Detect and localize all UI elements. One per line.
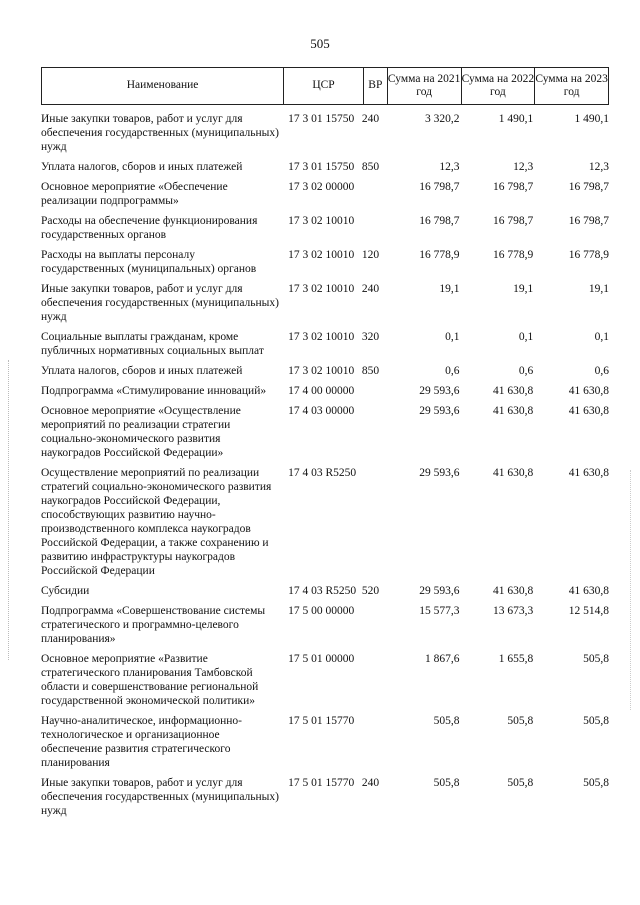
row-sum-2022: 41 630,8 [493, 467, 534, 479]
row-csr: 17 3 02 00000 [288, 181, 355, 193]
row-sum-2022: 16 798,7 [493, 215, 534, 227]
row-vr [362, 652, 386, 708]
row-sum-2023: 0,1 [594, 331, 609, 343]
row-sum-2021: 0,1 [445, 331, 460, 343]
row-name: Расходы на обеспечение функционирования государственных органов [41, 215, 258, 241]
row-name: Осуществление мероприятий по реализации стратегий социально-экономического развития наукоградов Российской Федерации, способствующих развитию научно-производственного комплекса наукоградов Российской Федерации, а также сохранению и развитию инфраструктуры наукоградов Российской Федерации [41, 467, 272, 577]
header-sum-2021: Сумма на 2021 год [387, 68, 461, 104]
row-sum-2021: 29 593,6 [419, 585, 460, 597]
row-name: Подпрограмма «Совершенствование системы стратегического и программно-целевого планирования» [41, 605, 266, 645]
row-sum-2023: 0,6 [594, 365, 609, 377]
row-sum-2023: 41 630,8 [568, 585, 609, 597]
row-sum-2021: 29 593,6 [419, 467, 460, 479]
table-row [41, 364, 609, 378]
row-sum-2023: 1 490,1 [574, 113, 609, 125]
row-sum-2022: 1 490,1 [498, 113, 534, 125]
row-sum-2022: 505,8 [507, 777, 534, 789]
row-csr: 17 4 03 00000 [288, 405, 355, 417]
row-csr: 17 3 01 15750 [288, 161, 355, 173]
row-sum-2022: 41 630,8 [493, 405, 534, 417]
scan-margin-marks [8, 360, 10, 660]
table-body [41, 112, 609, 824]
table-row [41, 384, 609, 398]
row-vr [362, 466, 386, 578]
row-csr: 17 3 02 10010 [288, 249, 355, 261]
row-csr: 17 3 02 10010 [288, 283, 355, 295]
row-name: Иные закупки товаров, работ и услуг для обеспечения государственных (муниципальных) нужд [41, 113, 279, 153]
table-row [41, 180, 609, 208]
table-row [41, 584, 609, 598]
row-sum-2021: 1 867,6 [425, 653, 460, 665]
row-sum-2022: 16 778,9 [493, 249, 534, 261]
row-sum-2023: 41 630,8 [568, 467, 609, 479]
row-sum-2023: 16 798,7 [568, 181, 609, 193]
row-sum-2021: 15 577,3 [419, 605, 460, 617]
row-name: Социальные выплаты гражданам, кроме публичных нормативных социальных выплат [41, 331, 264, 357]
table-header [41, 67, 609, 105]
row-sum-2021: 16 798,7 [419, 215, 460, 227]
row-csr: 17 5 01 15770 [288, 777, 355, 789]
row-csr: 17 5 00 00000 [288, 605, 355, 617]
row-sum-2023: 41 630,8 [568, 405, 609, 417]
row-name: Уплата налогов, сборов и иных платежей [41, 161, 243, 173]
row-vr: 320 [361, 331, 380, 343]
row-name: Иные закупки товаров, работ и услуг для обеспечения государственных (муниципальных) нужд [41, 283, 279, 323]
table-row [41, 714, 609, 770]
row-vr [362, 604, 386, 646]
row-name: Научно-аналитическое, информационно-технологическое и организационное обеспечение развития стратегического планирования [41, 715, 242, 769]
row-vr: 520 [361, 585, 380, 597]
row-vr [362, 404, 386, 460]
table-row [41, 776, 609, 818]
row-vr: 120 [361, 249, 380, 261]
row-sum-2021: 19,1 [439, 283, 460, 295]
scan-margin-marks [630, 470, 632, 710]
row-sum-2022: 0,6 [518, 365, 534, 377]
table-row [41, 404, 609, 460]
row-sum-2022: 12,3 [513, 161, 534, 173]
header-vr: ВР [363, 68, 387, 104]
page-number: 505 [310, 36, 330, 51]
row-sum-2022: 19,1 [513, 283, 534, 295]
table-row [41, 282, 609, 324]
row-sum-2023: 505,8 [583, 715, 609, 727]
table-row [41, 466, 609, 578]
row-sum-2021: 0,6 [445, 365, 460, 377]
row-sum-2021: 29 593,6 [419, 405, 460, 417]
row-sum-2023: 505,8 [583, 653, 609, 665]
row-sum-2022: 13 673,3 [493, 605, 534, 617]
row-csr: 17 4 03 R5250 [288, 585, 357, 597]
row-vr: 240 [361, 283, 380, 295]
row-vr: 850 [361, 161, 380, 173]
row-sum-2021: 16 778,9 [419, 249, 460, 261]
row-sum-2022: 505,8 [507, 715, 534, 727]
row-vr [362, 214, 386, 242]
row-vr [362, 714, 386, 770]
row-csr: 17 3 01 15750 [288, 113, 355, 125]
header-sum-2023: Сумма на 2023 год [534, 68, 608, 104]
row-sum-2023: 12 514,8 [568, 605, 609, 617]
row-sum-2023: 16 778,9 [568, 249, 609, 261]
row-sum-2023: 19,1 [588, 283, 609, 295]
row-csr: 17 4 03 R5250 [288, 467, 357, 479]
table-row [41, 604, 609, 646]
row-name: Расходы на выплаты персоналу государственных (муниципальных) органов [41, 249, 257, 275]
row-name: Основное мероприятие «Развитие стратегического планирования Тамбовской области и совершенствование региональной государственной экономической политики» [41, 653, 259, 707]
row-vr: 240 [361, 113, 380, 125]
row-sum-2021: 12,3 [439, 161, 460, 173]
row-sum-2021: 505,8 [433, 715, 460, 727]
row-sum-2022: 41 630,8 [493, 585, 534, 597]
row-csr: 17 3 02 10010 [288, 215, 355, 227]
row-sum-2023: 16 798,7 [568, 215, 609, 227]
row-sum-2022: 41 630,8 [493, 385, 534, 397]
row-csr: 17 5 01 15770 [288, 715, 355, 727]
table-row [41, 160, 609, 174]
row-csr: 17 3 02 10010 [288, 331, 355, 343]
row-sum-2021: 505,8 [433, 777, 460, 789]
row-sum-2023: 12,3 [588, 161, 609, 173]
row-name: Уплата налогов, сборов и иных платежей [41, 365, 243, 377]
row-name: Подпрограмма «Стимулирование инноваций» [41, 385, 267, 397]
row-name: Основное мероприятие «Осуществление мероприятий по реализации стратегии социально-экономического развития наукоградов Российской Федерации» [41, 405, 241, 459]
table-row [41, 112, 609, 154]
row-vr [362, 384, 386, 398]
row-name: Иные закупки товаров, работ и услуг для обеспечения государственных (муниципальных) нужд [41, 777, 279, 817]
row-sum-2023: 41 630,8 [568, 385, 609, 397]
table-row [41, 652, 609, 708]
row-name: Субсидии [41, 585, 90, 597]
row-sum-2021: 3 320,2 [425, 113, 460, 125]
header-name: Наименование [126, 79, 199, 92]
table-row [41, 330, 609, 358]
row-name: Основное мероприятие «Обеспечение реализации подпрограммы» [41, 181, 228, 207]
row-sum-2022: 0,1 [518, 331, 534, 343]
header-sum-2022: Сумма на 2022 год [461, 68, 535, 104]
row-sum-2021: 16 798,7 [419, 181, 460, 193]
row-vr: 850 [361, 365, 380, 377]
row-vr: 240 [361, 777, 380, 789]
row-csr: 17 4 00 00000 [288, 385, 355, 397]
row-sum-2023: 505,8 [583, 777, 609, 789]
header-csr: ЦСР [283, 68, 363, 104]
row-sum-2022: 1 655,8 [498, 653, 534, 665]
row-csr: 17 3 02 10010 [288, 365, 355, 377]
row-csr: 17 5 01 00000 [288, 653, 355, 665]
table-row [41, 248, 609, 276]
table-row [41, 214, 609, 242]
row-sum-2021: 29 593,6 [419, 385, 460, 397]
row-vr [362, 180, 386, 208]
row-sum-2022: 16 798,7 [493, 181, 534, 193]
